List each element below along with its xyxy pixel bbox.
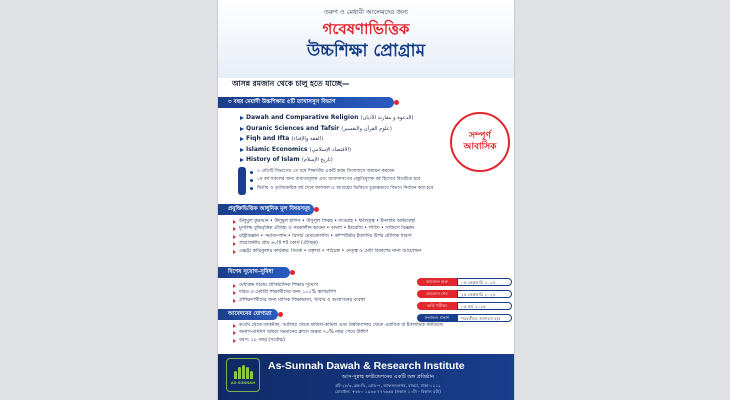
title-line-2: উচ্চশিক্ষা প্রোগ্রাম: [306, 41, 426, 61]
notes-side-marker: [238, 167, 246, 195]
subject-list: [232, 218, 507, 255]
eligibility-item: বয়স: ২৮ বছর (সর্বোচ্চ): [232, 337, 512, 344]
intro-line: তরুণ ও মেধাবী আলেমদের জন্য: [324, 8, 408, 16]
institute-address: [268, 383, 508, 395]
subject-item: উলুমুল কুরআন • উলুমুল হাদিস • উসুলুল ফিকহ • দাওয়াহ • ধর্মতত্ত্ব • ইসলামি অর্থব্যবস্থা: [232, 218, 507, 225]
eligibility-heading: আবেদনের যোগ্যতা: [218, 309, 278, 320]
department-item: Quranic Sciences and Tafsir (علوم القرآن والتفسير): [240, 124, 430, 135]
starts-announcement: আসন্ন রমজান থেকে চালু হতে যাচ্ছে—: [232, 79, 350, 88]
departments-heading: ৩ বছর মেয়াদী উচ্চশিক্ষার ৫টি তাখাসসুস বিভাগ: [218, 97, 394, 108]
facility-item: দরিদ্র ও মেধাবী শিক্ষার্থীদের জন্য ১০০% স্কলারশিপ: [232, 289, 412, 296]
subjects-heading: প্রযুক্তিভিত্তিক আধুনিক মূল বিষয়সমূহ: [218, 204, 314, 215]
department-list: [240, 113, 430, 166]
contact-line: মোবাইল: +৮৮০ ১৯৩৩ ৭৭৭৬৬৫ (সকাল ১০টা - বিকাল ৫টা): [335, 389, 441, 394]
subject-item: মুসলিম বুদ্ধিবৃত্তিক ঐতিহ্য ও সমকালীন ভাবনা • বাংলা • ইংরেজি • গণিত • সাধারণ বিজ্ঞান: [232, 225, 507, 232]
department-item: Fiqh and Ifta (الفقه والإفتاء): [240, 134, 430, 145]
program-poster: [217, 0, 515, 400]
note-item: ১ম বর্ষ সকলের জন্য বাধ্যতামূলক এবং আফসাসপের প্রস্তুতিমূলক বর্ষ হিসেবে বিবেচিত হবে: [250, 176, 510, 184]
department-item: History of Islam (تاريخ الإسلام): [240, 155, 430, 166]
subject-item: রাষ্ট্রবিজ্ঞান • সমাজ-দর্শন • রিসার্চ মেথডোলজি • কম্পিউটার ইত্যাদির উপর মৌলিক ধারণা: [232, 233, 507, 240]
note-item: ৩ প্রতিটি বিভাগের ১ম বর্ষে শিক্ষার্থীর একটি করম সিলেবাসে অধ্যয়ন করবেন: [250, 168, 510, 176]
date-row: আবেদন শেষ ২৫ ফেব্রুয়ারি ২০২৫: [417, 290, 512, 298]
residential-badge: সম্পূর্ণ আবাসিক: [450, 112, 510, 172]
date-row: ফলাফল প্রকাশ পরবর্তীতে জানানো হবে: [417, 314, 512, 322]
department-item: Islamic Economics (الاقتصاد الإسلامي): [240, 145, 430, 156]
title-line-1: গবেষণাভিত্তিক: [322, 20, 410, 38]
eligibility-item: কওমি থেকে তাকমীল, আলিয়া থেকে ফাযিল-কামিল এবং বিশ্ববিদ্যালয় থেকে এরাবিক বা ইসলামিক স্টাডিজে: [232, 322, 512, 329]
institute-subtitle: আস-সুন্নাহ ফাউন্ডেশনের একটি অঙ্গ প্রতিষ্ঠান: [341, 374, 435, 380]
facility-list: [232, 282, 412, 304]
subject-item: এক্সট্রা কারিকুলার কার্যক্রম: বিতর্ক • বক্তৃতা • পাঠচক্র • নেতৃত্ব ও মেধা বিকাশের নানা আয়োজন: [232, 248, 507, 255]
institute-footer: [218, 354, 514, 400]
department-item: Dawah and Comparative Religion (الدعوة و مقارنة الأديان): [240, 113, 430, 124]
address-line: প্লট-২৮/৩, ব্লক-ডি, রোড-৭, আফতাবনগর, বাড্ডা, ঢাকা-১২১২: [335, 383, 441, 388]
facilities-heading: বিশেষ সুযোগ-সুবিধা: [218, 267, 290, 278]
date-row: আবেদন শুরু ০৫ ফেব্রুয়ারি ২০২৫: [417, 278, 512, 286]
important-dates: [417, 278, 512, 326]
eligibility-list: [232, 322, 512, 344]
mosque-icon: [233, 365, 253, 379]
subject-item: প্রয়োজনীয় প্রায় ৬০টি শর্ট কোর্স (ঐচ্ছিক): [232, 240, 507, 247]
date-row: ভর্তি পরীক্ষা ০৫ মার্চ ২০২৫: [417, 302, 512, 310]
logo-text: AS-SUNNAH: [230, 381, 256, 385]
institute-logo: [226, 358, 260, 392]
department-notes: [250, 168, 510, 193]
note-item: দ্বিতীয় ও তৃতীয়ক্রমিক বর্ষ শেষে ফলাফল ও আগ্রহের ভিত্তিতে চূড়ান্তভাবে বিভাগ নির্বাচন করা হবে: [250, 185, 510, 193]
institute-name: As-Sunnah Dawah & Research Institute: [268, 360, 465, 372]
facility-item: মেধাক্রম ধারায় প্রাতিষ্ঠানিক শিক্ষার সুযোগ: [232, 282, 412, 289]
eligibility-item: অনার্স-মাস্টার্স অথবা সমমানের ক্লাসে অন্তত ৭০% নম্বর পেয়ে উত্তীর্ণ: [232, 329, 512, 336]
facility-item: প্রশিক্ষণার্থীদের জন্য মাসিক শিক্ষাভাতা, খাবার ও আবাসনের ব্যবস্থা: [232, 297, 412, 304]
